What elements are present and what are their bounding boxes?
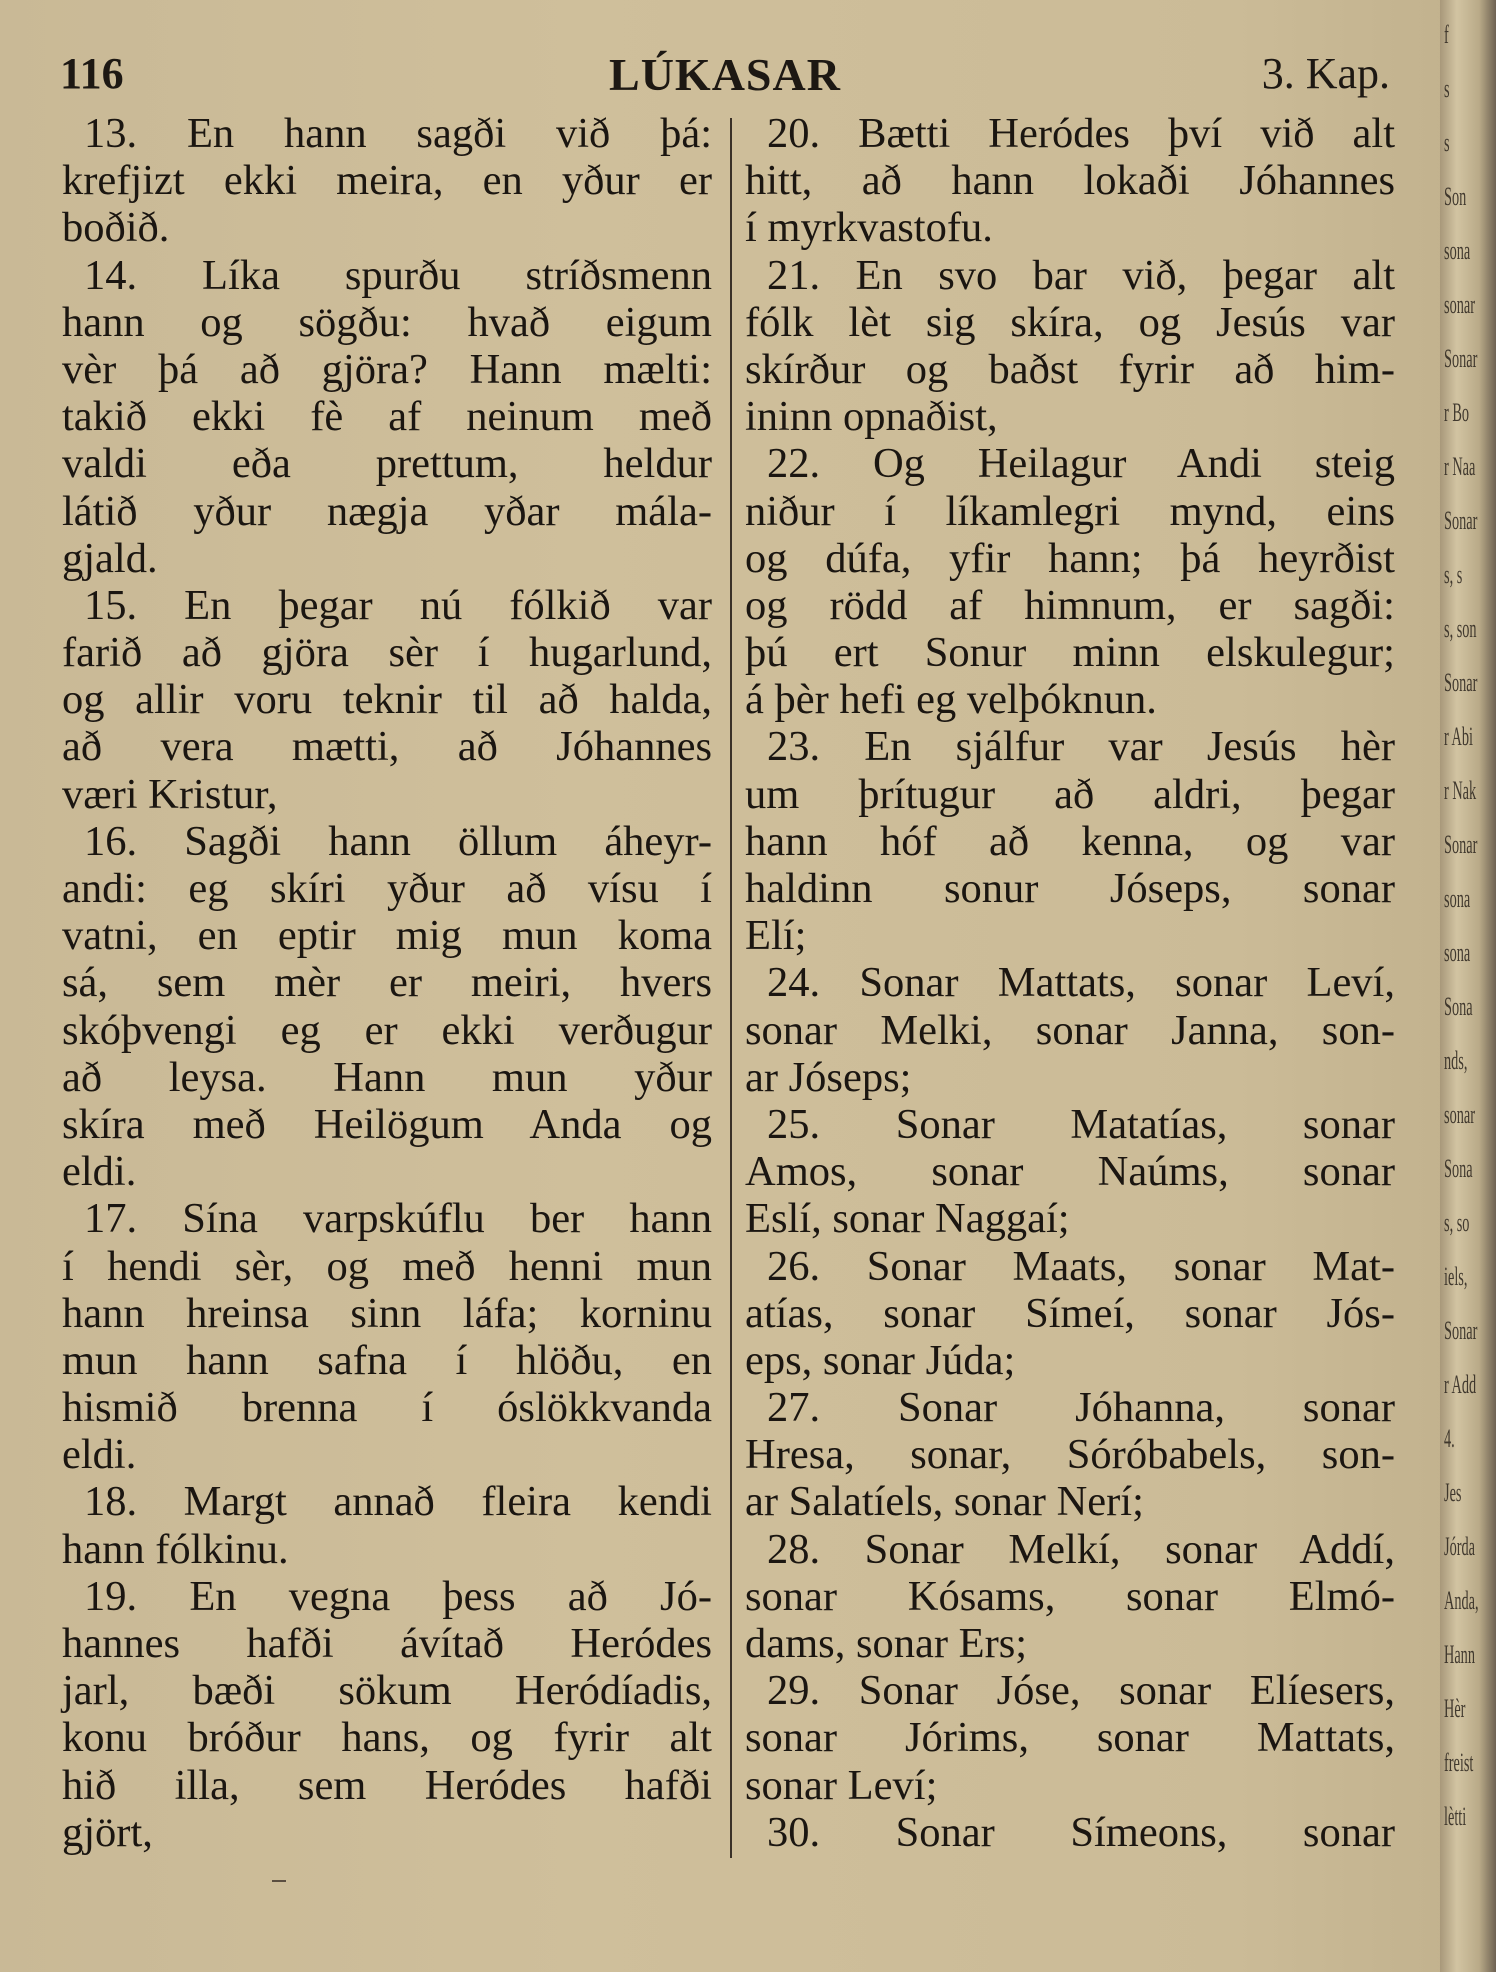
- facing-page-fragment: Sona: [1444, 992, 1473, 1021]
- facing-page-fragment: iels,: [1444, 1262, 1468, 1291]
- facing-page-fragment: s: [1444, 74, 1450, 103]
- facing-page-fragment: lètti: [1444, 1802, 1467, 1831]
- text-line: 28. Sonar Melkí, sonar Addí,: [767, 1525, 1395, 1573]
- text-line: hann og sögðu: hvað eigum: [62, 298, 712, 346]
- text-line: 29. Sonar Jóse, sonar Elíesers,: [767, 1667, 1395, 1715]
- text-line: væri Kristur,: [62, 770, 278, 818]
- text-line: dams, sonar Ers;: [745, 1620, 1028, 1667]
- facing-page-fragment: r Naa: [1444, 452, 1476, 481]
- facing-page-fragment: r Nak: [1444, 776, 1477, 805]
- facing-page-fragment: Son: [1444, 182, 1467, 211]
- text-line: valdi eða prettum, heldur: [62, 440, 712, 488]
- facing-page-fragment: 4.: [1444, 1424, 1455, 1453]
- facing-page-fragment: Jes: [1444, 1478, 1462, 1507]
- column-divider: [730, 118, 732, 1858]
- text-line: og dúfa, yfir hann; þá heyrðist: [745, 534, 1395, 582]
- text-line: sonar Leví;: [745, 1761, 938, 1809]
- text-line: hann hóf að kenna, og var: [745, 817, 1395, 865]
- text-line: 21. En svo bar við, þegar alt: [767, 251, 1395, 299]
- facing-page-fragment: sona: [1444, 938, 1471, 967]
- facing-page-fragment: r Bo: [1444, 398, 1470, 427]
- text-line: hann fólkinu.: [62, 1525, 289, 1573]
- text-line: og rödd af himnum, er sagði:: [745, 581, 1395, 629]
- facing-page-fragment: nds,: [1444, 1046, 1468, 1075]
- text-line: að leysa. Hann mun yður: [62, 1053, 712, 1101]
- text-line: Amos, sonar Naúms, sonar: [745, 1148, 1395, 1196]
- text-line: eps, sonar Júda;: [745, 1336, 1016, 1384]
- text-line: sá, sem mèr er meiri, hvers: [62, 959, 712, 1007]
- facing-page-fragment: s, son: [1444, 614, 1477, 643]
- facing-page-fragment: f: [1444, 20, 1449, 49]
- text-line: látið yður nægja yðar mála-: [62, 487, 712, 535]
- text-line: mun hann safna í hlöðu, en: [62, 1336, 712, 1384]
- facing-page-fragment: Anda,: [1444, 1586, 1479, 1615]
- text-line: Hresa, sonar, Sóróbabels, son-: [745, 1431, 1395, 1479]
- right-text-column: [745, 110, 1395, 1856]
- text-line: 26. Sonar Maats, sonar Mat-: [767, 1242, 1395, 1290]
- text-line: boðið.: [62, 204, 170, 252]
- book-title: LÚKASAR: [609, 49, 841, 100]
- text-line: 24. Sonar Mattats, sonar Leví,: [767, 959, 1395, 1007]
- facing-page-fragment: r Add: [1444, 1370, 1477, 1399]
- text-line: gjört,: [62, 1808, 153, 1856]
- facing-page-fragment: Hèr: [1444, 1694, 1466, 1723]
- facing-page-fragment: Hann: [1444, 1640, 1475, 1669]
- page-number: 116: [60, 49, 124, 98]
- text-line: 17. Sína varpskúflu ber hann: [84, 1195, 712, 1243]
- text-line: 23. En sjálfur var Jesús hèr: [767, 723, 1395, 771]
- text-line: skíra með Heilögum Anda og: [62, 1100, 712, 1148]
- text-line: sonar Kósams, sonar Elmó-: [745, 1572, 1395, 1620]
- text-line: hitt, að hann lokaði Jóhannes: [745, 157, 1395, 205]
- facing-page-fragment: r Abi: [1444, 722, 1474, 751]
- text-line: 19. En vegna þess að Jó-: [84, 1572, 712, 1620]
- text-line: á þèr hefi eg velþóknun.: [745, 676, 1157, 724]
- text-line: gjald.: [62, 534, 158, 582]
- text-line: vatni, en eptir mig mun koma: [62, 912, 712, 960]
- facing-page-fragment: Sonar: [1444, 506, 1478, 535]
- text-line: eldi.: [62, 1148, 137, 1196]
- facing-page-fragment: sona: [1444, 236, 1471, 265]
- facing-page-fragment: Jórda: [1444, 1532, 1475, 1561]
- facing-page-fragment: s, so: [1444, 1208, 1470, 1237]
- text-line: vèr þá að gjöra? Hann mælti:: [62, 345, 712, 393]
- text-line: ar Jóseps;: [745, 1053, 912, 1101]
- facing-page-edge: [1440, 0, 1496, 1972]
- text-line: og allir voru teknir til að halda,: [62, 676, 712, 724]
- text-line: 14. Líka spurðu stríðsmenn: [84, 251, 712, 299]
- text-line: hannes hafði ávítað Heródes: [62, 1620, 712, 1667]
- text-line: skóþvengi eg er ekki verðugur: [62, 1006, 712, 1054]
- text-line: 15. En þegar nú fólkið var: [84, 581, 712, 629]
- text-line: Elí;: [745, 912, 807, 960]
- text-line: skírður og baðst fyrir að him-: [745, 345, 1395, 393]
- text-line: hismið brenna í óslökkvanda: [62, 1384, 712, 1432]
- text-line: takið ekki fè af neinum með: [62, 393, 712, 441]
- text-line: um þrítugur að aldri, þegar: [745, 770, 1395, 818]
- text-line: 30. Sonar Símeons, sonar: [767, 1808, 1395, 1856]
- text-line: krefjizt ekki meira, en yður er: [62, 157, 712, 205]
- facing-page-fragment: sona: [1444, 884, 1471, 913]
- facing-page-fragment: sonar: [1444, 1100, 1475, 1129]
- facing-page-fragment: Sonar: [1444, 1316, 1478, 1345]
- facing-page-fragment: sonar: [1444, 290, 1475, 319]
- text-line: hið illa, sem Heródes hafði: [62, 1761, 712, 1809]
- facing-page-fragment: Sonar: [1444, 668, 1478, 697]
- text-line: 20. Bætti Heródes því við alt: [767, 110, 1395, 157]
- text-line: 25. Sonar Matatías, sonar: [767, 1100, 1395, 1148]
- facing-page-fragment: Sonar: [1444, 830, 1478, 859]
- text-line: ar Salatíels, sonar Nerí;: [745, 1478, 1144, 1526]
- text-line: 18. Margt annað fleira kendi: [84, 1478, 712, 1526]
- text-line: 13. En hann sagði við þá:: [84, 110, 712, 157]
- text-line: 22. Og Heilagur Andi steig: [767, 440, 1395, 488]
- text-line: haldinn sonur Jóseps, sonar: [745, 865, 1395, 912]
- left-text-column: [62, 110, 712, 1856]
- text-line: í hendi sèr, og með henni mun: [62, 1242, 712, 1290]
- text-line: fólk lèt sig skíra, og Jesús var: [745, 298, 1395, 346]
- text-line: að vera mætti, að Jóhannes: [62, 723, 712, 771]
- chapter-label: 3. Kap.: [1261, 49, 1390, 98]
- text-line: konu bróður hans, og fyrir alt: [62, 1714, 712, 1762]
- text-line: farið að gjöra sèr í hugarlund,: [62, 629, 712, 677]
- facing-page-fragment: s, s: [1444, 560, 1463, 589]
- text-line: andi: eg skíri yður að vísu í: [62, 865, 712, 912]
- text-line: þú ert Sonur minn elskulegur;: [745, 629, 1395, 677]
- text-line: í myrkvastofu.: [745, 204, 993, 252]
- text-line: 27. Sonar Jóhanna, sonar: [767, 1384, 1395, 1432]
- facing-page-fragment: Sona: [1444, 1154, 1473, 1183]
- text-line: atías, sonar Símeí, sonar Jós-: [745, 1289, 1395, 1337]
- facing-page-fragment: freist: [1444, 1748, 1474, 1777]
- text-line: ininn opnaðist,: [745, 393, 998, 441]
- text-line: niður í líkamlegri mynd, eins: [745, 487, 1395, 535]
- text-line: Eslí, sonar Naggaí;: [745, 1195, 1070, 1243]
- text-line: sonar Melki, sonar Janna, son-: [745, 1006, 1395, 1054]
- facing-page-fragment: Sonar: [1444, 344, 1478, 373]
- running-header: [60, 48, 1390, 108]
- facing-page-fragment: s: [1444, 128, 1450, 157]
- text-line: jarl, bæði sökum Heródíadis,: [62, 1667, 712, 1715]
- text-line: eldi.: [62, 1431, 137, 1479]
- text-line: 16. Sagði hann öllum áheyr-: [84, 817, 712, 865]
- text-line: sonar Jórims, sonar Mattats,: [745, 1714, 1395, 1762]
- printer-mark: [272, 1880, 286, 1882]
- text-line: hann hreinsa sinn láfa; korninu: [62, 1289, 712, 1337]
